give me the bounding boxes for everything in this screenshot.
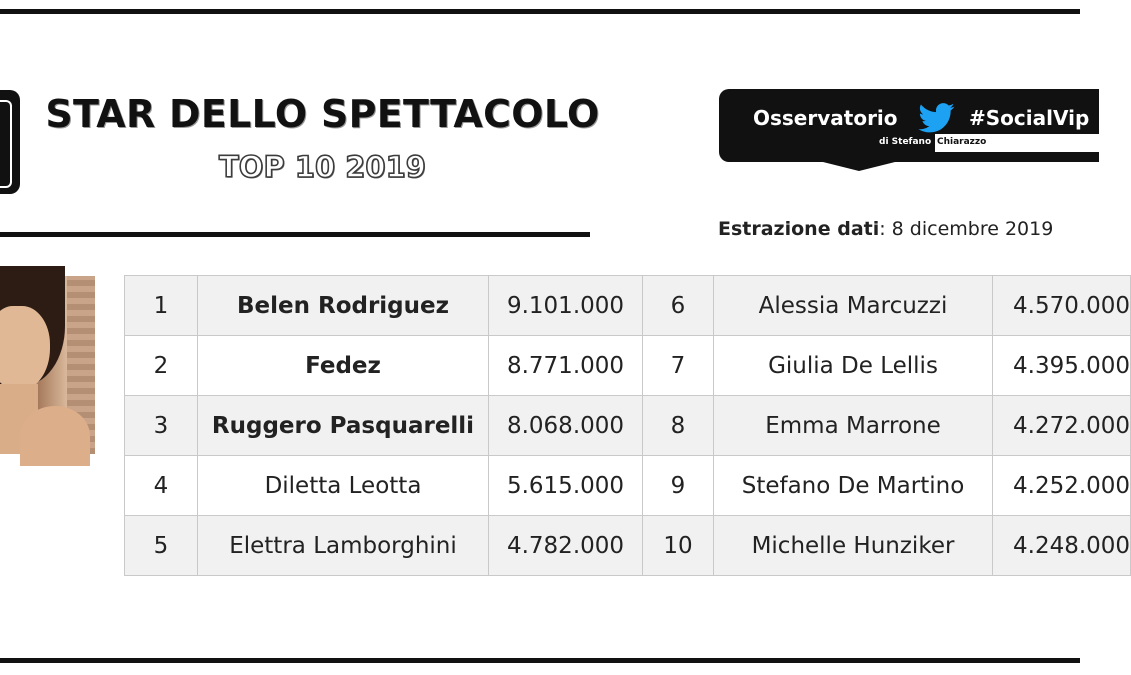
top-rule <box>0 9 1080 14</box>
table-row <box>125 336 1131 396</box>
title-divider <box>0 232 590 237</box>
osservatorio-logo <box>719 89 1099 162</box>
logo-brand: Osservatorio <box>753 106 898 130</box>
rank-cell: 6 <box>643 276 714 336</box>
twitter-bird-icon <box>919 103 955 133</box>
value-cell: 4.782.000 <box>489 516 643 576</box>
rank-cell: 9 <box>643 456 714 516</box>
name-cell: Emma Marrone <box>714 396 993 456</box>
name-cell: Michelle Hunziker <box>714 516 993 576</box>
ranking-table-wrapper <box>124 275 1131 575</box>
name-cell: Belen Rodriguez <box>198 276 489 336</box>
logo-hashtag: #SocialVip <box>969 106 1090 130</box>
value-cell: 8.068.000 <box>489 396 643 456</box>
rank-cell: 8 <box>643 396 714 456</box>
rank-cell: 2 <box>125 336 198 396</box>
name-cell: Ruggero Pasquarelli <box>198 396 489 456</box>
rank-cell: 5 <box>125 516 198 576</box>
name-cell: Diletta Leotta <box>198 456 489 516</box>
table-row <box>125 456 1131 516</box>
logo-credit-prefix: di Stefano <box>879 137 932 147</box>
value-cell: 9.101.000 <box>489 276 643 336</box>
table-row <box>125 276 1131 336</box>
value-cell: 8.771.000 <box>489 336 643 396</box>
logo-credit-name: Chiarazzo <box>937 137 987 147</box>
celebrity-photo <box>0 276 95 454</box>
page-subtitle: TOP 10 2019 <box>219 150 426 184</box>
name-cell: Giulia De Lellis <box>714 336 993 396</box>
rank-cell: 1 <box>125 276 198 336</box>
rank-cell: 4 <box>125 456 198 516</box>
name-cell: Alessia Marcuzzi <box>714 276 993 336</box>
extraction-date-value: : 8 dicembre 2019 <box>879 218 1054 240</box>
extraction-date <box>718 218 1053 240</box>
value-cell: 4.252.000 <box>993 456 1131 516</box>
value-cell: 5.615.000 <box>489 456 643 516</box>
extraction-label: Estrazione dati <box>718 218 880 240</box>
value-cell: 4.248.000 <box>993 516 1131 576</box>
rank-cell: 10 <box>643 516 714 576</box>
value-cell: 4.272.000 <box>993 396 1131 456</box>
name-cell: Elettra Lamborghini <box>198 516 489 576</box>
value-cell: 4.570.000 <box>993 276 1131 336</box>
rank-cell: 3 <box>125 396 198 456</box>
table-row <box>125 516 1131 576</box>
rank-cell: 7 <box>643 336 714 396</box>
ranking-table <box>124 275 1131 576</box>
name-cell: Stefano De Martino <box>714 456 993 516</box>
bottom-rule <box>0 658 1080 663</box>
name-cell: Fedez <box>198 336 489 396</box>
table-row <box>125 396 1131 456</box>
value-cell: 4.395.000 <box>993 336 1131 396</box>
page-title: STAR DELLO SPETTACOLO <box>45 92 600 136</box>
